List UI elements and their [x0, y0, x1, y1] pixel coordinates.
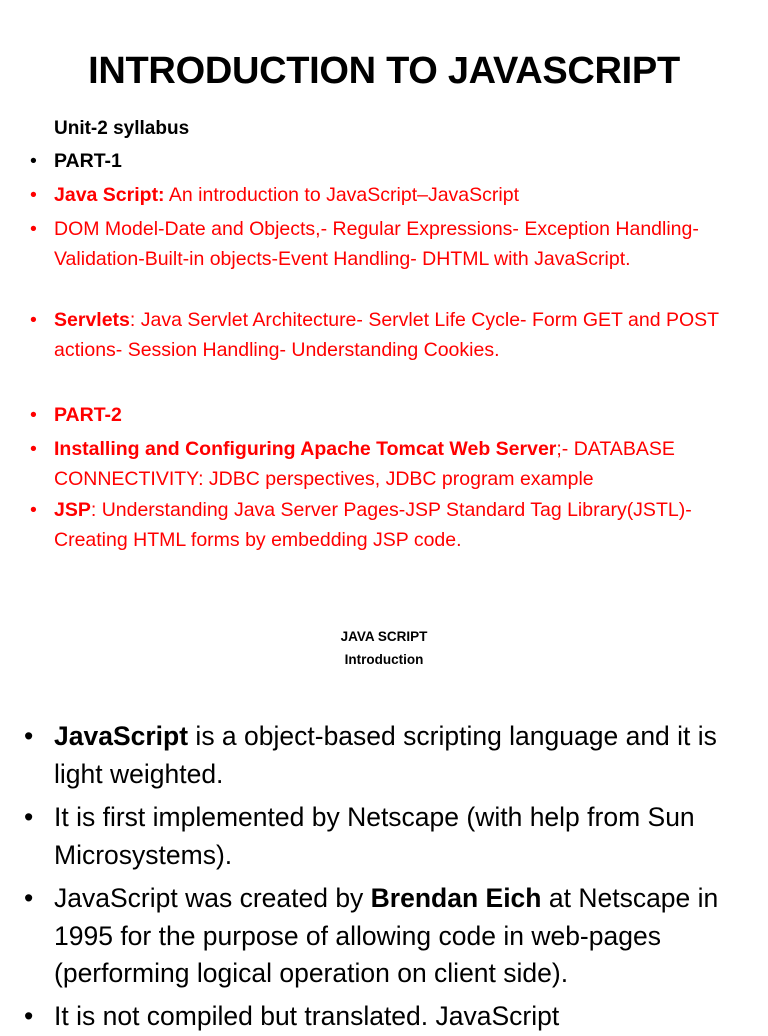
list-item-part2: [30, 400, 730, 430]
point-brendan-pre: JavaScript was created by: [54, 883, 371, 913]
bullet-icon: •: [30, 404, 37, 426]
section-heading-line1: JAVA SCRIPT: [340, 629, 428, 644]
part1-label: PART-1: [54, 150, 122, 172]
bullet-icon: •: [24, 883, 34, 913]
point-translated-text: It is not compiled but translated. JavaScript: [54, 1001, 560, 1031]
list-item-javascript: [30, 180, 730, 210]
item-javascript-desc: An introduction to JavaScript–JavaScript: [164, 184, 519, 206]
item-tomcat-bold: Installing and Configuring Apache Tomcat Web Server: [54, 438, 557, 460]
item-jsp-desc: : Understanding Java Server Pages-JSP Standard Tag Library(JSTL)-Creating HTML forms by embedding JSP code.: [54, 499, 692, 551]
section-heading: [0, 625, 768, 671]
section-heading-line2: Introduction: [344, 652, 424, 667]
point-brendan-post: at Netscape in 1995 for the purpose of allowing code in web-pages (performing logical operation on client side).: [54, 883, 719, 988]
bullet-icon: •: [30, 218, 37, 240]
point-brendan-text: [54, 880, 744, 993]
item-javascript-bold: Java Script:: [54, 184, 165, 206]
point-netscape-text: It is first implemented by Netscape (with help from Sun Microsystems).: [54, 802, 695, 870]
point-netscape: [24, 799, 744, 874]
point-brendan: [24, 880, 744, 993]
bullet-icon: •: [24, 1001, 34, 1031]
bullet-icon: •: [24, 721, 34, 751]
point-javascript-bold: JavaScript: [54, 721, 189, 751]
bullet-icon: •: [30, 184, 37, 206]
bullet-icon: •: [30, 309, 37, 331]
bullet-icon: •: [30, 150, 37, 172]
bullet-icon: •: [24, 802, 34, 832]
item-tomcat-text: [54, 434, 730, 494]
page-title: INTRODUCTION TO JAVASCRIPT: [88, 50, 680, 92]
point-javascript-text: [54, 718, 744, 793]
item-jsp-bold: JSP: [54, 499, 91, 521]
item-servlets-desc: : Java Servlet Architecture- Servlet Life Cycle- Form GET and POST actions- Session Handling- Understanding Cookies.: [54, 309, 719, 361]
bullet-icon: •: [30, 438, 37, 460]
list-item-tomcat: [30, 434, 730, 494]
item-tomcat-desc: ;- DATABASE CONNECTIVITY: JDBC perspectives, JDBC program example: [54, 438, 675, 490]
list-item-dom: [30, 214, 730, 274]
list-item-part1: [30, 146, 730, 176]
item-dom-text: DOM Model-Date and Objects,- Regular Expressions- Exception Handling-Validation-Built-in objects-Event Handling- DHTML with JavaScript.: [54, 218, 699, 270]
item-servlets-text: [54, 305, 730, 365]
point-javascript-desc: is a object-based scripting language and it is light weighted.: [54, 721, 717, 789]
item-servlets-bold: Servlets: [54, 309, 130, 331]
point-javascript: [24, 718, 744, 793]
part2-label: PART-2: [54, 404, 122, 426]
bullet-icon: •: [30, 499, 37, 521]
item-jsp-text: [54, 495, 730, 555]
point-brendan-bold: Brendan Eich: [370, 883, 542, 913]
list-item-jsp: [30, 495, 730, 555]
point-translated: [24, 998, 744, 1036]
list-item-servlets: [30, 305, 730, 365]
item-javascript-text: [54, 180, 730, 210]
syllabus-label: Unit-2 syllabus: [54, 118, 190, 139]
